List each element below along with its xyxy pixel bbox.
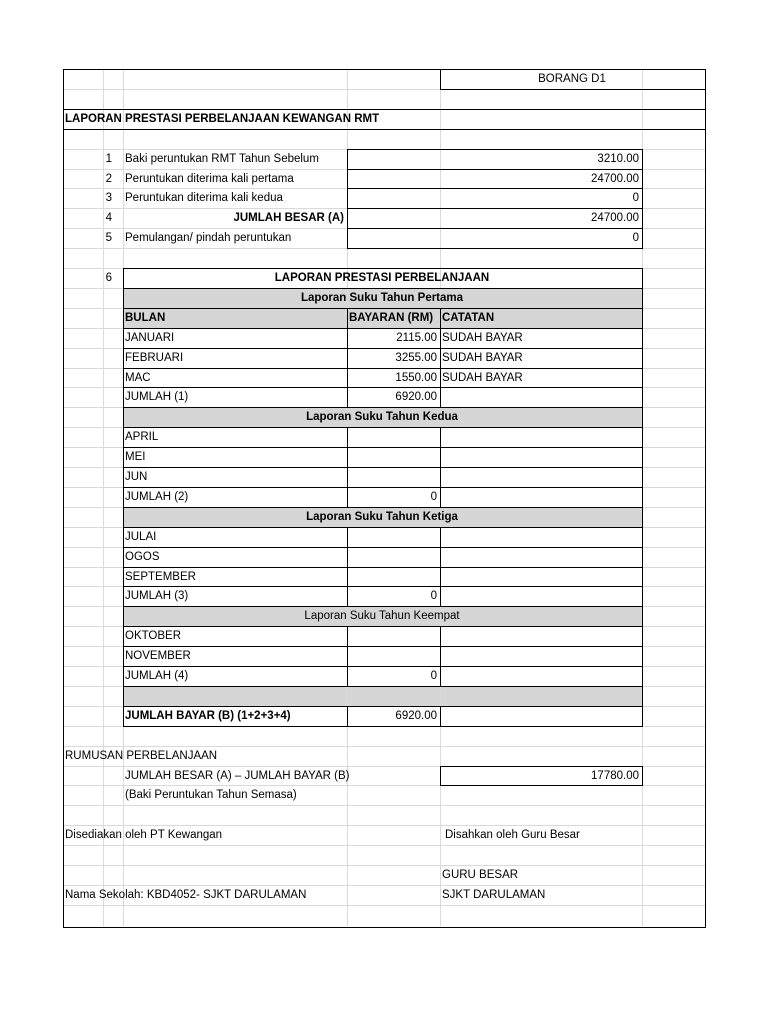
allocation-number: 2 [105, 172, 112, 185]
payment-cell [349, 447, 437, 467]
note-cell [442, 427, 639, 447]
border-line [642, 149, 643, 249]
border-line [440, 706, 441, 727]
principal-title: GURU BESAR [442, 869, 519, 881]
month-cell: JUMLAH (2) [125, 490, 189, 503]
note-cell [442, 567, 639, 587]
month-cell: JUMLAH (1) [125, 391, 189, 404]
approved-by-label: Disahkan oleh Guru Besar [445, 829, 580, 842]
gridline [63, 905, 706, 906]
month-cell: OKTOBER [125, 630, 182, 643]
note-cell [442, 447, 639, 467]
allocation-value: 0 [632, 192, 639, 205]
payment-cell: 0 [430, 490, 437, 503]
note-cell [442, 626, 639, 646]
payment-cell: 1550.00 [395, 371, 437, 384]
note-cell: SUDAH BAYAR [442, 371, 523, 384]
allocation-label: Baki peruntukan RMT Tahun Sebelum [125, 152, 319, 165]
border-line [347, 308, 348, 329]
month-cell: JULAI [125, 530, 157, 543]
column-header-note: CATATAN [442, 311, 495, 324]
border-line [347, 328, 348, 408]
allocation-value: 3210.00 [597, 152, 639, 165]
total-payment-label: JUMLAH BAYAR (B) (1+2+3+4) [125, 709, 291, 722]
performance-number: 6 [105, 272, 112, 284]
allocation-label: Peruntukan diterima kali kedua [125, 192, 283, 205]
border-line [347, 626, 348, 687]
outer-border-left [63, 69, 64, 928]
payment-cell: 2115.00 [396, 331, 437, 344]
summary-value: 17780.00 [591, 769, 639, 782]
school-name-short: SJKT DARULAMAN [442, 888, 546, 901]
allocation-number: 4 [105, 212, 112, 225]
outer-border-right [705, 69, 706, 928]
school-name-label: Nama Sekolah: KBD4052- SJKT DARULAMAN [65, 888, 307, 901]
report-title: LAPORAN PRESTASI PERBELANJAAN KEWANGAN RMT [65, 112, 380, 125]
quarter-heading: Laporan Suku Tahun Ketiga [306, 510, 458, 523]
border-line [440, 89, 706, 90]
quarter-heading: Laporan Suku Tahun Pertama [300, 291, 464, 304]
border-line [440, 527, 441, 607]
border-line [440, 69, 441, 90]
month-cell: MEI [125, 451, 146, 464]
payment-cell [349, 646, 437, 666]
border-line [642, 766, 643, 786]
month-cell: NOVEMBER [125, 650, 191, 663]
note-cell [442, 467, 639, 487]
payment-cell: 0 [430, 670, 437, 682]
border-line [63, 129, 706, 130]
column-header-payment: BAYARAN (RM) [349, 311, 434, 324]
allocation-value: 24700.00 [591, 212, 639, 225]
border-line [123, 268, 124, 727]
allocation-number: 5 [105, 232, 112, 245]
border-line [440, 427, 441, 508]
outer-border-bottom [63, 927, 706, 928]
month-cell: JUMLAH (3) [125, 590, 189, 603]
summary-heading: RUMUSAN PERBELANJAAN [65, 749, 218, 762]
payment-cell [349, 427, 437, 447]
month-cell: OGOS [125, 550, 160, 563]
allocation-value: 0 [632, 232, 639, 245]
payment-cell [349, 547, 437, 567]
note-cell [442, 547, 639, 567]
note-cell [442, 586, 639, 606]
payment-cell: 3255.00 [395, 351, 437, 364]
form-code: BORANG D1 [538, 73, 606, 85]
payment-cell: 0 [430, 590, 437, 603]
allocation-label: Peruntukan diterima kali pertama [125, 172, 294, 185]
column-header-month: BULAN [125, 311, 166, 324]
payment-cell: 6920.00 [395, 391, 437, 404]
note-cell [442, 487, 639, 507]
month-cell: SEPTEMBER [125, 570, 196, 583]
allocation-label: Pemulangan/ pindah peruntukan [125, 232, 292, 245]
note-cell [442, 646, 639, 666]
prepared-by-label: Disediakan oleh PT Kewangan [65, 829, 223, 842]
allocation-value: 24700.00 [591, 172, 639, 185]
border-line [347, 706, 348, 727]
border-line [347, 149, 348, 249]
payment-cell [349, 467, 437, 487]
month-cell: MAC [125, 371, 151, 384]
grand-total-label: JUMLAH BESAR (A) [233, 212, 344, 225]
section-shading [123, 686, 642, 706]
border-line [347, 427, 348, 508]
allocation-number: 1 [105, 152, 112, 165]
quarter-heading: Laporan Suku Tahun Kedua [306, 411, 458, 424]
border-line [123, 726, 643, 727]
note-cell [442, 387, 639, 407]
month-cell: JUN [125, 471, 148, 483]
summary-formula: JUMLAH BESAR (A) – JUMLAH BAYAR (B) [125, 769, 350, 782]
note-cell [442, 527, 639, 547]
note-cell: SUDAH BAYAR [442, 331, 523, 344]
performance-title: LAPORAN PRESTASI PERBELANJAAN [274, 272, 490, 284]
month-cell: JANUARI [125, 331, 175, 344]
border-line [123, 686, 643, 687]
month-cell: FEBRUARI [125, 351, 184, 364]
border-line [642, 268, 643, 727]
month-cell: APRIL [125, 431, 159, 444]
total-payment-value: 6920.00 [395, 709, 437, 722]
allocation-number: 3 [105, 192, 112, 205]
border-line [347, 527, 348, 607]
payment-cell [349, 567, 437, 587]
border-line [440, 328, 441, 408]
quarter-heading: Laporan Suku Tahun Keempat [304, 610, 460, 623]
note-cell [442, 666, 639, 686]
border-line [440, 626, 441, 687]
note-cell: SUDAH BAYAR [442, 351, 523, 364]
border-line [440, 308, 441, 329]
summary-note: (Baki Peruntukan Tahun Semasa) [125, 789, 297, 802]
month-cell: JUMLAH (4) [125, 670, 189, 682]
payment-cell [349, 626, 437, 646]
payment-cell [349, 527, 437, 547]
